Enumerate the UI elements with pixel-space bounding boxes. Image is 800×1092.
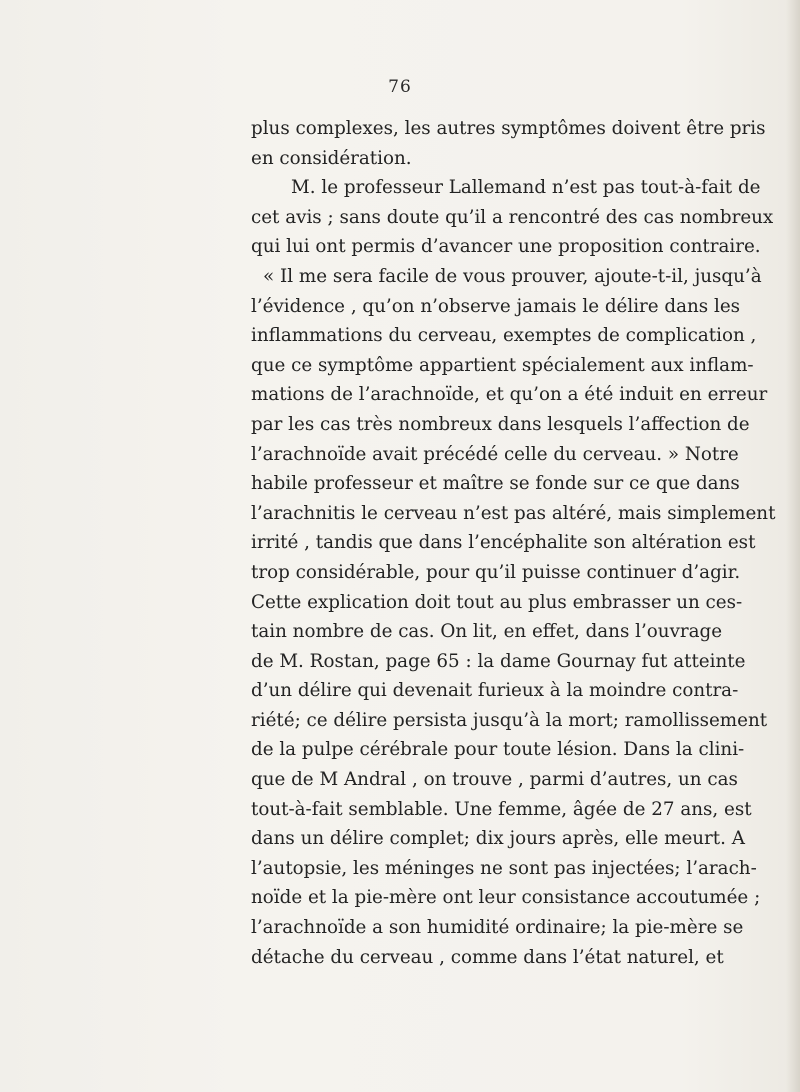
text-line: tain nombre de cas. On lit, en effet, dans l’ouvrage bbox=[251, 621, 723, 643]
text-line: qui lui ont permis d’avancer une proposition contraire. bbox=[251, 236, 761, 258]
text-line: Cette explication doit tout au plus embrasser un ces- bbox=[251, 591, 743, 613]
text-line: habile professeur et maître se fonde sur ce que dans bbox=[251, 473, 740, 495]
page-edge-shadow bbox=[786, 0, 800, 1092]
text-line: de M. Rostan, page 65 : la dame Gournay fut atteinte bbox=[251, 650, 746, 672]
text-line: inflammations du cerveau, exemptes de complication , bbox=[251, 325, 757, 347]
text-line: irrité , tandis que dans l’encéphalite son altération est bbox=[251, 532, 756, 554]
text-line: tout-à-fait semblable. Une femme, âgée de 27 ans, est bbox=[251, 798, 752, 820]
text-line: par les cas très nombreux dans lesquels l’affection de bbox=[251, 413, 750, 435]
text-line: plus complexes, les autres symptômes doivent être pris bbox=[251, 118, 766, 139]
text-line: l’arachnitis le cerveau n’est pas altéré, mais simplement bbox=[251, 502, 776, 524]
text-line: détache du cerveau , comme dans l’état naturel, et bbox=[251, 946, 724, 968]
text-line: l’évidence , qu’on n’observe jamais le délire dans les bbox=[251, 295, 741, 317]
text-line: « Il me sera facile de vous prouver, ajoute-t-il, jusqu’à bbox=[263, 265, 762, 287]
page-number: 76 bbox=[388, 77, 412, 97]
text-line: l’arachnoïde a son humidité ordinaire; la pie-mère se bbox=[251, 917, 744, 939]
text-line: en considération. bbox=[251, 147, 412, 169]
text-line: mations de l’arachnoïde, et qu’on a été induit en erreur bbox=[251, 384, 768, 406]
text-line: d’un délire qui devenait furieux à la moindre contra- bbox=[251, 680, 739, 702]
text-line: que de M Andral , on trouve , parmi d’autres, un cas bbox=[251, 769, 738, 791]
text-line: dans un délire complet; dix jours après, elle meurt. A bbox=[251, 828, 745, 850]
text-line: trop considérable, pour qu’il puisse continuer d’agir. bbox=[251, 561, 741, 583]
body-text bbox=[251, 114, 776, 972]
text-line: riété; ce délire persista jusqu’à la mort; ramollissement bbox=[251, 709, 768, 731]
paragraph-start-line: M. le professeur Lallemand n’est pas tout-à-fait de bbox=[291, 177, 761, 199]
text-line: cet avis ; sans doute qu’il a rencontré des cas nombreux bbox=[251, 206, 774, 228]
text-line: l’arachnoïde avait précédé celle du cerveau. » Notre bbox=[251, 443, 739, 465]
text-line: de la pulpe cérébrale pour toute lésion. Dans la clini- bbox=[251, 739, 745, 761]
text-line: que ce symptôme appartient spécialement aux inflam- bbox=[251, 354, 754, 376]
text-line: l’autopsie, les méninges ne sont pas injectées; l’arach- bbox=[251, 857, 757, 879]
text-line: noïde et la pie-mère ont leur consistance accoutumée ; bbox=[251, 887, 761, 909]
